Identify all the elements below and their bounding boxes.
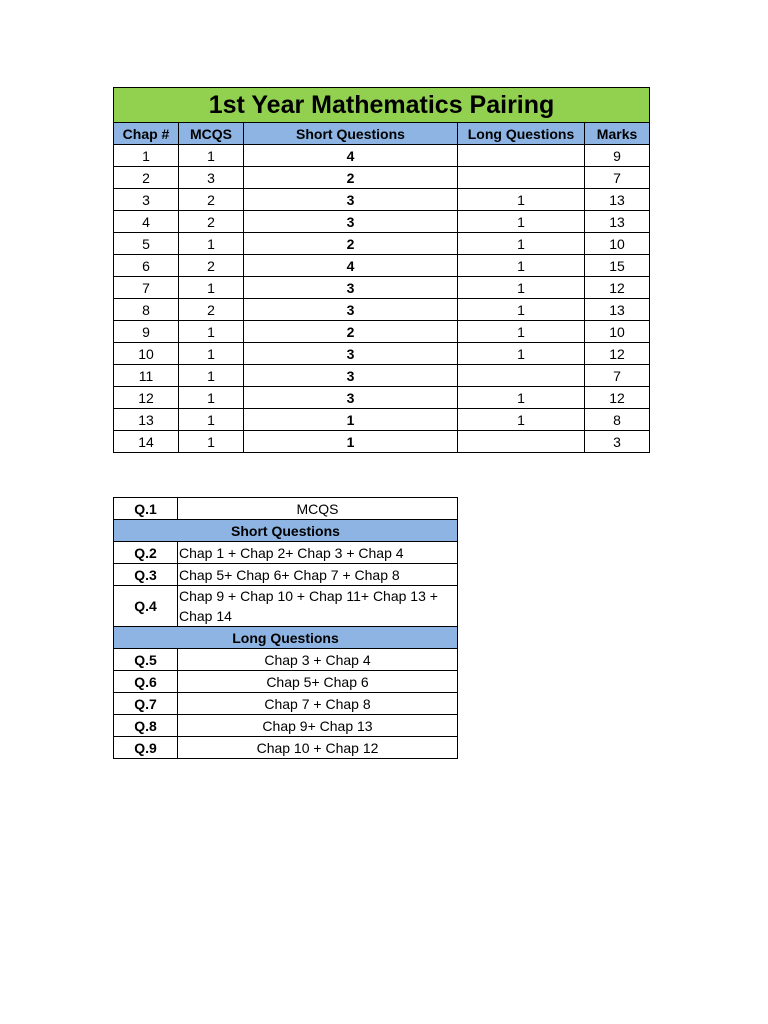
question-row <box>114 586 458 627</box>
question-number: Q.6 <box>114 671 178 693</box>
long-questions-cell <box>458 365 585 387</box>
chapter-cell: 2 <box>114 167 179 189</box>
chapter-cell: 14 <box>114 431 179 453</box>
table-row <box>114 343 650 365</box>
long-questions-cell: 1 <box>458 409 585 431</box>
short-questions-cell: 2 <box>244 167 458 189</box>
question-row <box>114 564 458 586</box>
marks-cell: 12 <box>585 277 650 299</box>
question-row <box>114 693 458 715</box>
marks-cell: 15 <box>585 255 650 277</box>
chapter-cell: 5 <box>114 233 179 255</box>
table-row <box>114 189 650 211</box>
marks-cell: 7 <box>585 365 650 387</box>
short-questions-cell: 3 <box>244 189 458 211</box>
chapter-cell: 7 <box>114 277 179 299</box>
short-questions-cell: 3 <box>244 343 458 365</box>
mcqs-cell: 3 <box>179 167 244 189</box>
short-questions-cell: 3 <box>244 211 458 233</box>
question-number: Q.3 <box>114 564 178 586</box>
table-row <box>114 211 650 233</box>
mcqs-cell: 1 <box>179 431 244 453</box>
chapter-cell: 4 <box>114 211 179 233</box>
question-content: Chap 9+ Chap 13 <box>178 715 458 737</box>
table-row <box>114 145 650 167</box>
short-questions-cell: 3 <box>244 365 458 387</box>
question-row <box>114 737 458 759</box>
table-row <box>114 387 650 409</box>
header-short-questions: Short Questions <box>244 123 458 145</box>
question-content: Chap 5+ Chap 6 <box>178 671 458 693</box>
chapter-cell: 11 <box>114 365 179 387</box>
short-questions-cell: 4 <box>244 255 458 277</box>
mcqs-cell: 1 <box>179 233 244 255</box>
chapter-cell: 10 <box>114 343 179 365</box>
short-questions-cell: 3 <box>244 299 458 321</box>
short-questions-cell: 2 <box>244 233 458 255</box>
mcqs-cell: 2 <box>179 211 244 233</box>
mcqs-cell: 1 <box>179 277 244 299</box>
long-questions-cell: 1 <box>458 299 585 321</box>
question-content: Chap 9 + Chap 10 + Chap 11+ Chap 13 + Chap 14 <box>178 586 458 627</box>
marks-cell: 12 <box>585 343 650 365</box>
chapter-cell: 1 <box>114 145 179 167</box>
question-content: Chap 1 + Chap 2+ Chap 3 + Chap 4 <box>178 542 458 564</box>
question-row <box>114 671 458 693</box>
long-questions-cell: 1 <box>458 189 585 211</box>
chapter-cell: 8 <box>114 299 179 321</box>
marks-cell: 13 <box>585 189 650 211</box>
question-content: MCQS <box>178 498 458 520</box>
header-mcqs: MCQS <box>179 123 244 145</box>
marks-cell: 10 <box>585 321 650 343</box>
long-questions-cell: 1 <box>458 321 585 343</box>
long-questions-cell <box>458 167 585 189</box>
table-row <box>114 409 650 431</box>
question-number: Q.1 <box>114 498 178 520</box>
question-content: Chap 10 + Chap 12 <box>178 737 458 759</box>
header-marks: Marks <box>585 123 650 145</box>
long-questions-cell: 1 <box>458 255 585 277</box>
chapter-cell: 9 <box>114 321 179 343</box>
question-table <box>113 497 458 759</box>
short-questions-cell: 3 <box>244 277 458 299</box>
chapter-cell: 13 <box>114 409 179 431</box>
table-row <box>114 299 650 321</box>
question-content: Chap 5+ Chap 6+ Chap 7 + Chap 8 <box>178 564 458 586</box>
question-number: Q.7 <box>114 693 178 715</box>
marks-cell: 3 <box>585 431 650 453</box>
marks-cell: 10 <box>585 233 650 255</box>
question-row <box>114 649 458 671</box>
short-questions-cell: 1 <box>244 431 458 453</box>
chapter-cell: 12 <box>114 387 179 409</box>
marks-cell: 7 <box>585 167 650 189</box>
marks-cell: 13 <box>585 299 650 321</box>
chapter-cell: 6 <box>114 255 179 277</box>
header-chap: Chap # <box>114 123 179 145</box>
marks-cell: 12 <box>585 387 650 409</box>
section-heading-short: Short Questions <box>114 520 458 542</box>
question-number: Q.5 <box>114 649 178 671</box>
question-row <box>114 542 458 564</box>
table-row <box>114 321 650 343</box>
question-row <box>114 715 458 737</box>
mcqs-cell: 1 <box>179 321 244 343</box>
short-questions-cell: 4 <box>244 145 458 167</box>
table-row <box>114 167 650 189</box>
long-questions-cell: 1 <box>458 343 585 365</box>
marks-cell: 13 <box>585 211 650 233</box>
long-questions-cell: 1 <box>458 211 585 233</box>
mcqs-cell: 2 <box>179 255 244 277</box>
section-heading-long: Long Questions <box>114 627 458 649</box>
mcqs-cell: 1 <box>179 365 244 387</box>
long-questions-cell <box>458 145 585 167</box>
mcqs-cell: 2 <box>179 189 244 211</box>
table-row <box>114 277 650 299</box>
question-number: Q.4 <box>114 586 178 627</box>
table-row <box>114 365 650 387</box>
pairing-table <box>113 87 650 453</box>
marks-cell: 8 <box>585 409 650 431</box>
question-content: Chap 7 + Chap 8 <box>178 693 458 715</box>
table-row <box>114 431 650 453</box>
chapter-cell: 3 <box>114 189 179 211</box>
table-row <box>114 233 650 255</box>
short-questions-cell: 2 <box>244 321 458 343</box>
long-questions-cell: 1 <box>458 387 585 409</box>
mcqs-cell: 1 <box>179 145 244 167</box>
long-questions-cell <box>458 431 585 453</box>
short-questions-cell: 1 <box>244 409 458 431</box>
header-long-questions: Long Questions <box>458 123 585 145</box>
long-questions-cell: 1 <box>458 277 585 299</box>
mcqs-cell: 2 <box>179 299 244 321</box>
mcqs-cell: 1 <box>179 343 244 365</box>
mcqs-cell: 1 <box>179 387 244 409</box>
table-title: 1st Year Mathematics Pairing <box>114 88 650 123</box>
short-questions-cell: 3 <box>244 387 458 409</box>
question-number: Q.2 <box>114 542 178 564</box>
question-row <box>114 498 458 520</box>
question-content: Chap 3 + Chap 4 <box>178 649 458 671</box>
question-number: Q.8 <box>114 715 178 737</box>
mcqs-cell: 1 <box>179 409 244 431</box>
long-questions-cell: 1 <box>458 233 585 255</box>
header-row <box>114 123 650 145</box>
marks-cell: 9 <box>585 145 650 167</box>
question-number: Q.9 <box>114 737 178 759</box>
table-row <box>114 255 650 277</box>
